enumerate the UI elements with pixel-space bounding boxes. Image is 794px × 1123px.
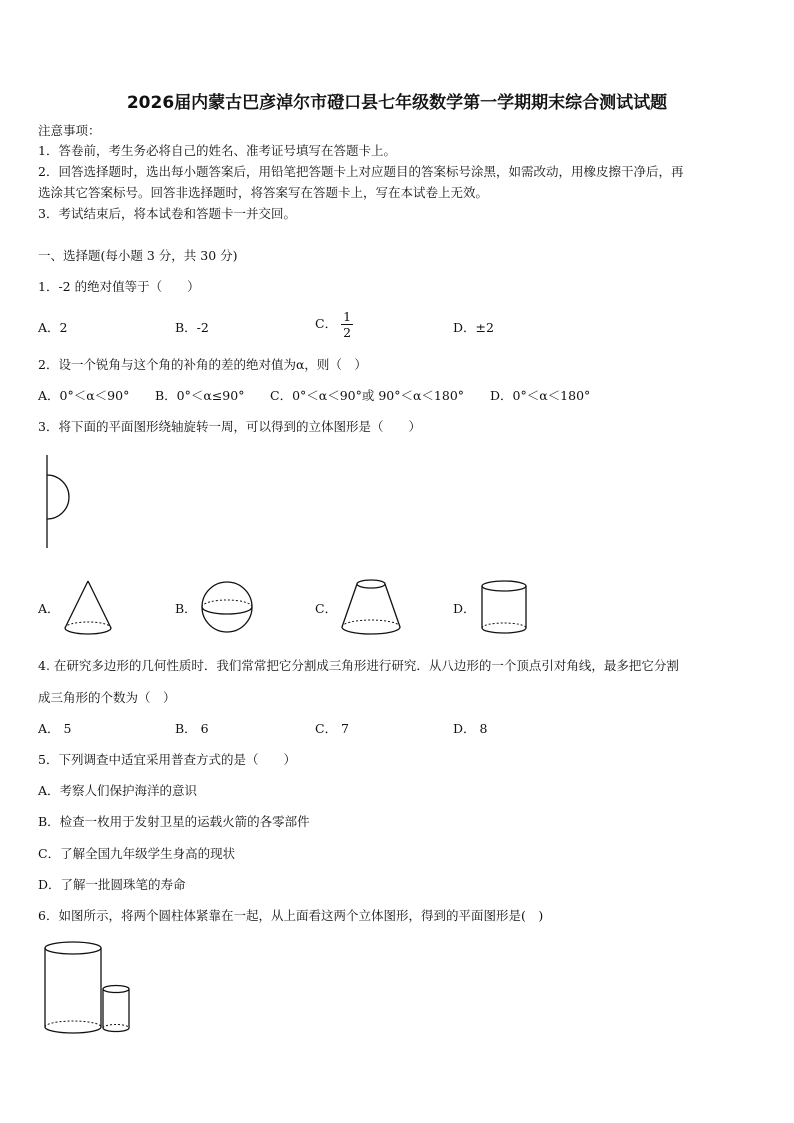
q1-option-b: B．-2 bbox=[175, 320, 209, 335]
question-5-stem: 5．下列调查中适宜采用普查方式的是（ ） bbox=[38, 752, 296, 767]
semicircle-axis-figure bbox=[40, 455, 80, 550]
notice-line: 1．答卷前，考生务必将自己的姓名、准考证号填写在答题卡上。 bbox=[38, 143, 396, 158]
q4-option-a: A． 5 bbox=[38, 721, 72, 736]
q1-option-a: A．2 bbox=[38, 320, 68, 335]
section-heading: 一、选择题(每小题 3 分，共 30 分) bbox=[38, 248, 238, 263]
q5-option-a: A．考察人们保护海洋的意识 bbox=[38, 783, 198, 798]
question-6-stem: 6．如图所示，将两个圆柱体紧靠在一起，从上面看这两个立体图形，得到的平面图形是( ) bbox=[38, 908, 544, 923]
two-cylinders-figure bbox=[42, 940, 137, 1040]
frustum-icon bbox=[338, 576, 404, 640]
page-title: 2026届内蒙古巴彦淖尔市磴口县七年级数学第一学期期末综合测试试题 bbox=[126, 93, 668, 113]
q2-option-c: C．0°＜α＜90°或 90°＜α＜180° bbox=[270, 388, 465, 403]
q2-option-b: B．0°＜α≤90° bbox=[155, 388, 245, 403]
q1-option-d: D．±2 bbox=[453, 320, 494, 335]
q4-option-b: B． 6 bbox=[175, 721, 209, 736]
q3-option-d: D． bbox=[453, 601, 476, 616]
q3-option-c: C． bbox=[315, 601, 338, 616]
cone-icon bbox=[60, 578, 116, 638]
question-4-stem: 4. 在研究多边形的几何性质时．我们常常把它分割成三角形进行研究．从八边形的一个顶点引对角线，最多把它分割 bbox=[38, 658, 679, 673]
q5-option-d: D．了解一批圆珠笔的寿命 bbox=[38, 877, 186, 892]
q2-option-d: D．0°＜α＜180° bbox=[490, 388, 591, 403]
notice-line: 2．回答选择题时，选出每小题答案后，用铅笔把答题卡上对应题目的答案标号涂黑，如需改动，用橡皮擦干净后，再 bbox=[38, 164, 684, 179]
question-2-stem: 2．设一个锐角与这个角的补角的差的绝对值为α，则（ ） bbox=[38, 357, 367, 372]
question-1-stem: 1．-2 的绝对值等于（ ） bbox=[38, 279, 200, 294]
q5-option-b: B．检查一枚用于发射卫星的运载火箭的各零部件 bbox=[38, 814, 310, 829]
q3-option-b: B． bbox=[175, 601, 197, 616]
question-3-stem: 3．将下面的平面图形绕轴旋转一周，可以得到的立体图形是（ ） bbox=[38, 419, 421, 434]
fraction-denominator: 2 bbox=[343, 325, 352, 340]
q4-option-d: D． 8 bbox=[453, 721, 488, 736]
notice-heading: 注意事项： bbox=[38, 123, 101, 138]
fraction-numerator: 1 bbox=[343, 309, 352, 324]
q3-option-a: A． bbox=[38, 601, 60, 616]
q1-option-c-label: C． bbox=[315, 316, 338, 331]
q1-option-c bbox=[315, 309, 353, 340]
q4-option-c: C． 7 bbox=[315, 721, 349, 736]
notice-line: 3．考试结束后，将本试卷和答题卡一并交回。 bbox=[38, 206, 296, 221]
q5-option-c: C．了解全国九年级学生身高的现状 bbox=[38, 846, 236, 861]
notice-line: 选涂其它答案标号。回答非选择题时，将答案写在答题卡上，写在本试卷上无效。 bbox=[38, 185, 489, 200]
q2-option-a: A．0°＜α＜90° bbox=[38, 388, 130, 403]
cylinder-icon bbox=[478, 578, 534, 640]
sphere-icon bbox=[200, 580, 256, 636]
fraction bbox=[341, 309, 353, 340]
question-4-stem-cont: 成三角形的个数为（ ） bbox=[38, 690, 176, 705]
